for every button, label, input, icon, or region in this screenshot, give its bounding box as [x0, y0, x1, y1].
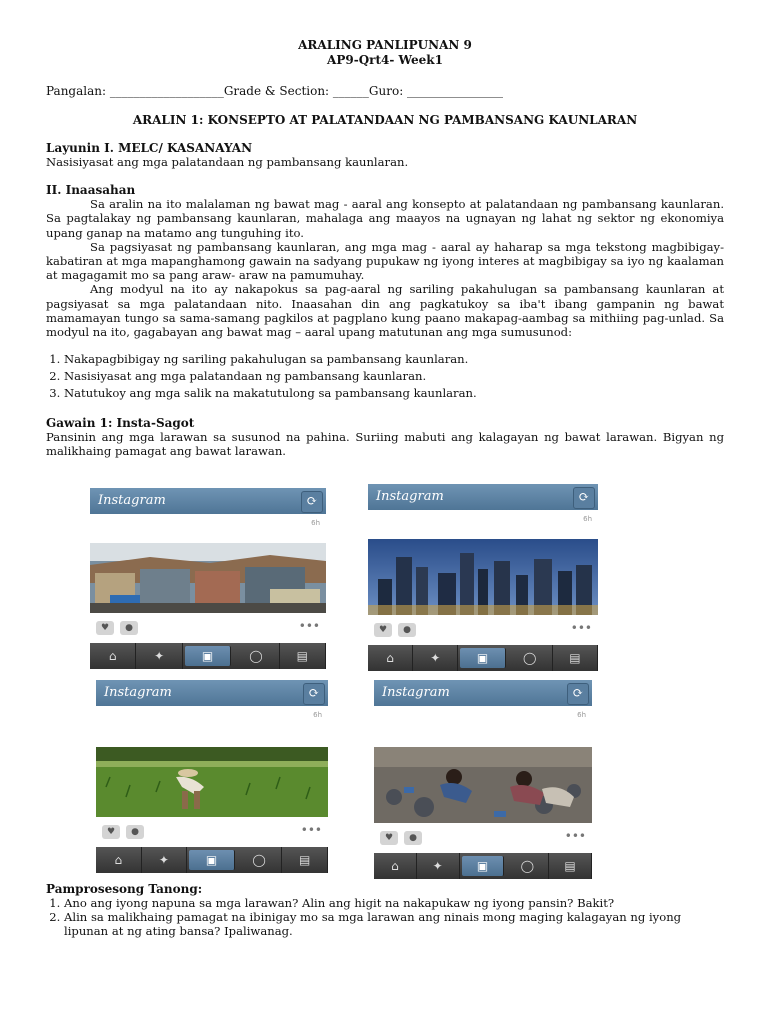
melc-text: Nasisiyasat ang mga palatandaan ng pambansang kaunlaran. [46, 155, 409, 169]
dumpsite-children-photo [374, 747, 592, 823]
activity-icon[interactable]: ◯ [508, 645, 553, 671]
heart-icon[interactable]: ♥ [102, 825, 120, 839]
list-item: 3. Natutukoy ang mga salik na makatutulong sa pambansang kaunlaran. [64, 385, 724, 402]
tab-bar [374, 853, 592, 879]
instagram-post [96, 680, 328, 873]
expectations-paragraph: Ang modyul na ito ay nakapokus sa pag-aaral ng sariling pakahulugan sa pambansang kaunlaran at pagsiyasat sa mga palatandaan nito. Inaasahan din ang pagkatukoy sa iba't ibang gampanin ng bawat mamamayan tungo sa sama-samang pagkilos at pagplano kung paano makapag-aambag sa mithiing pag-unlad. Sa modyul na ito, gagabayan ang bawat mag – aaral upang matutunan ang mga sumusunod: [46, 282, 724, 340]
profile-icon[interactable]: ▤ [549, 853, 592, 879]
melc-heading: Layunin I. MELC/ KASANAYAN [46, 141, 253, 155]
instagram-logo: Instagram [104, 685, 172, 700]
home-icon[interactable]: ⌂ [374, 853, 417, 879]
explore-icon[interactable]: ✦ [413, 645, 458, 671]
heart-icon[interactable]: ♥ [374, 623, 392, 637]
activity-instructions: Pansinin ang mga larawan sa susunod na pahina. Suriing mabuti ang kalagayan ng bawat larawan. Bigyan ng malikhaing pamagat ang bawat larawan. [46, 430, 724, 459]
objectives-list [46, 351, 724, 402]
post-actions [96, 823, 328, 843]
expectations-paragraph: Sa pagsiyasat ng pambansang kaunlaran, ang mga mag - aaral ay haharap sa mga tekstong magbibigay-kabatiran at mga mapanghamong gawain na sadyang pupukaw ng iyong interes at magbibigay sa iyo ng kaalaman at magagamit mo sa pang araw- araw na pamumuhay. [46, 239, 724, 283]
camera-icon[interactable]: ▣ [462, 856, 505, 876]
home-icon[interactable]: ⌂ [96, 847, 142, 873]
instagram-post [374, 680, 592, 879]
instagram-grid [90, 488, 600, 873]
instagram-post [90, 488, 326, 669]
explore-icon[interactable]: ✦ [136, 643, 182, 669]
student-info-line: Pangalan: ___________________Grade & Section: ______Guro: ________________ [46, 84, 504, 98]
instagram-logo: Instagram [376, 489, 444, 504]
post-actions [368, 621, 598, 641]
more-icon[interactable]: ••• [298, 619, 320, 633]
post-time: 6h [583, 515, 592, 523]
processing-questions [46, 882, 724, 939]
expectations-heading: II. Inaasahan [46, 183, 136, 198]
module-code: AP9-Qrt4- Week1 [327, 53, 443, 67]
post-time: 6h [311, 519, 320, 527]
comment-icon[interactable]: ● [398, 623, 416, 637]
activity-icon[interactable]: ◯ [506, 853, 549, 879]
more-icon[interactable]: ••• [564, 829, 586, 843]
subject-title: ARALING PANLIPUNAN 9 [298, 38, 472, 52]
instagram-logo: Instagram [98, 493, 166, 508]
post-time: 6h [313, 711, 322, 719]
activity-icon[interactable]: ◯ [237, 847, 283, 873]
profile-icon[interactable]: ▤ [280, 643, 326, 669]
profile-icon[interactable]: ▤ [553, 645, 598, 671]
refresh-icon[interactable]: ⟳ [303, 683, 325, 705]
home-icon[interactable]: ⌂ [368, 645, 413, 671]
instagram-logo: Instagram [382, 685, 450, 700]
comment-icon[interactable]: ● [120, 621, 138, 635]
heart-icon[interactable]: ♥ [96, 621, 114, 635]
list-item: 2. Nasisiyasat ang mga palatandaan ng pambansang kaunlaran. [64, 368, 724, 385]
instagram-header [96, 680, 328, 706]
processing-heading: Pamprosesong Tanong: [46, 882, 203, 896]
instagram-header [368, 484, 598, 510]
camera-icon[interactable]: ▣ [189, 850, 235, 870]
refresh-icon[interactable]: ⟳ [573, 487, 595, 509]
activity-icon[interactable]: ◯ [233, 643, 279, 669]
city-skyline-photo [368, 539, 598, 615]
document-body [46, 38, 724, 459]
more-icon[interactable]: ••• [570, 621, 592, 635]
list-item: 1. Nakapagbibigay ng sariling pakahulugan sa pambansang kaunlaran. [64, 351, 724, 368]
post-time: 6h [577, 711, 586, 719]
refresh-icon[interactable]: ⟳ [567, 683, 589, 705]
expectations-paragraph: Sa aralin na ito malalaman ng bawat mag - aaral ang konsepto at palatandaan ng pambansang kaunlaran. Sa pagtalakay ng pambansang kaunlaran, mahalaga ang maayos na ugnayan ng lahat ng sektor ng ekonomiya upang ganap na matamo ang tunguhing ito. [46, 197, 724, 240]
profile-icon[interactable]: ▤ [282, 847, 328, 873]
refresh-icon[interactable]: ⟳ [301, 491, 323, 513]
instagram-header [374, 680, 592, 706]
explore-icon[interactable]: ✦ [417, 853, 460, 879]
tab-bar [96, 847, 328, 873]
list-item: 2. Alin sa malikhaing pamagat na ibinigay mo sa mga larawan ang ninais mong maging kalagayan ng iyong lipunan at ng ating bansa? Ipaliwanag. [64, 910, 724, 938]
tab-bar [90, 643, 326, 669]
rice-farmer-photo [96, 747, 328, 817]
camera-icon[interactable]: ▣ [460, 648, 505, 668]
home-icon[interactable]: ⌂ [90, 643, 136, 669]
question-list [46, 896, 724, 939]
post-actions [90, 619, 326, 639]
instagram-header [90, 488, 326, 514]
lesson-title: ARALIN 1: KONSEPTO AT PALATANDAAN NG PAMBANSANG KAUNLARAN [132, 113, 638, 127]
list-item: 1. Ano ang iyong napuna sa mga larawan? Alin ang higit na nakapukaw ng iyong pansin? Bakit? [64, 896, 724, 910]
heart-icon[interactable]: ♥ [380, 831, 398, 845]
camera-icon[interactable]: ▣ [185, 646, 231, 666]
more-icon[interactable]: ••• [300, 823, 322, 837]
comment-icon[interactable]: ● [404, 831, 422, 845]
tab-bar [368, 645, 598, 671]
post-actions [374, 829, 592, 849]
comment-icon[interactable]: ● [126, 825, 144, 839]
explore-icon[interactable]: ✦ [142, 847, 188, 873]
informal-settlement-photo [90, 543, 326, 613]
activity-heading: Gawain 1: Insta-Sagot [46, 416, 195, 431]
instagram-post [368, 484, 598, 671]
